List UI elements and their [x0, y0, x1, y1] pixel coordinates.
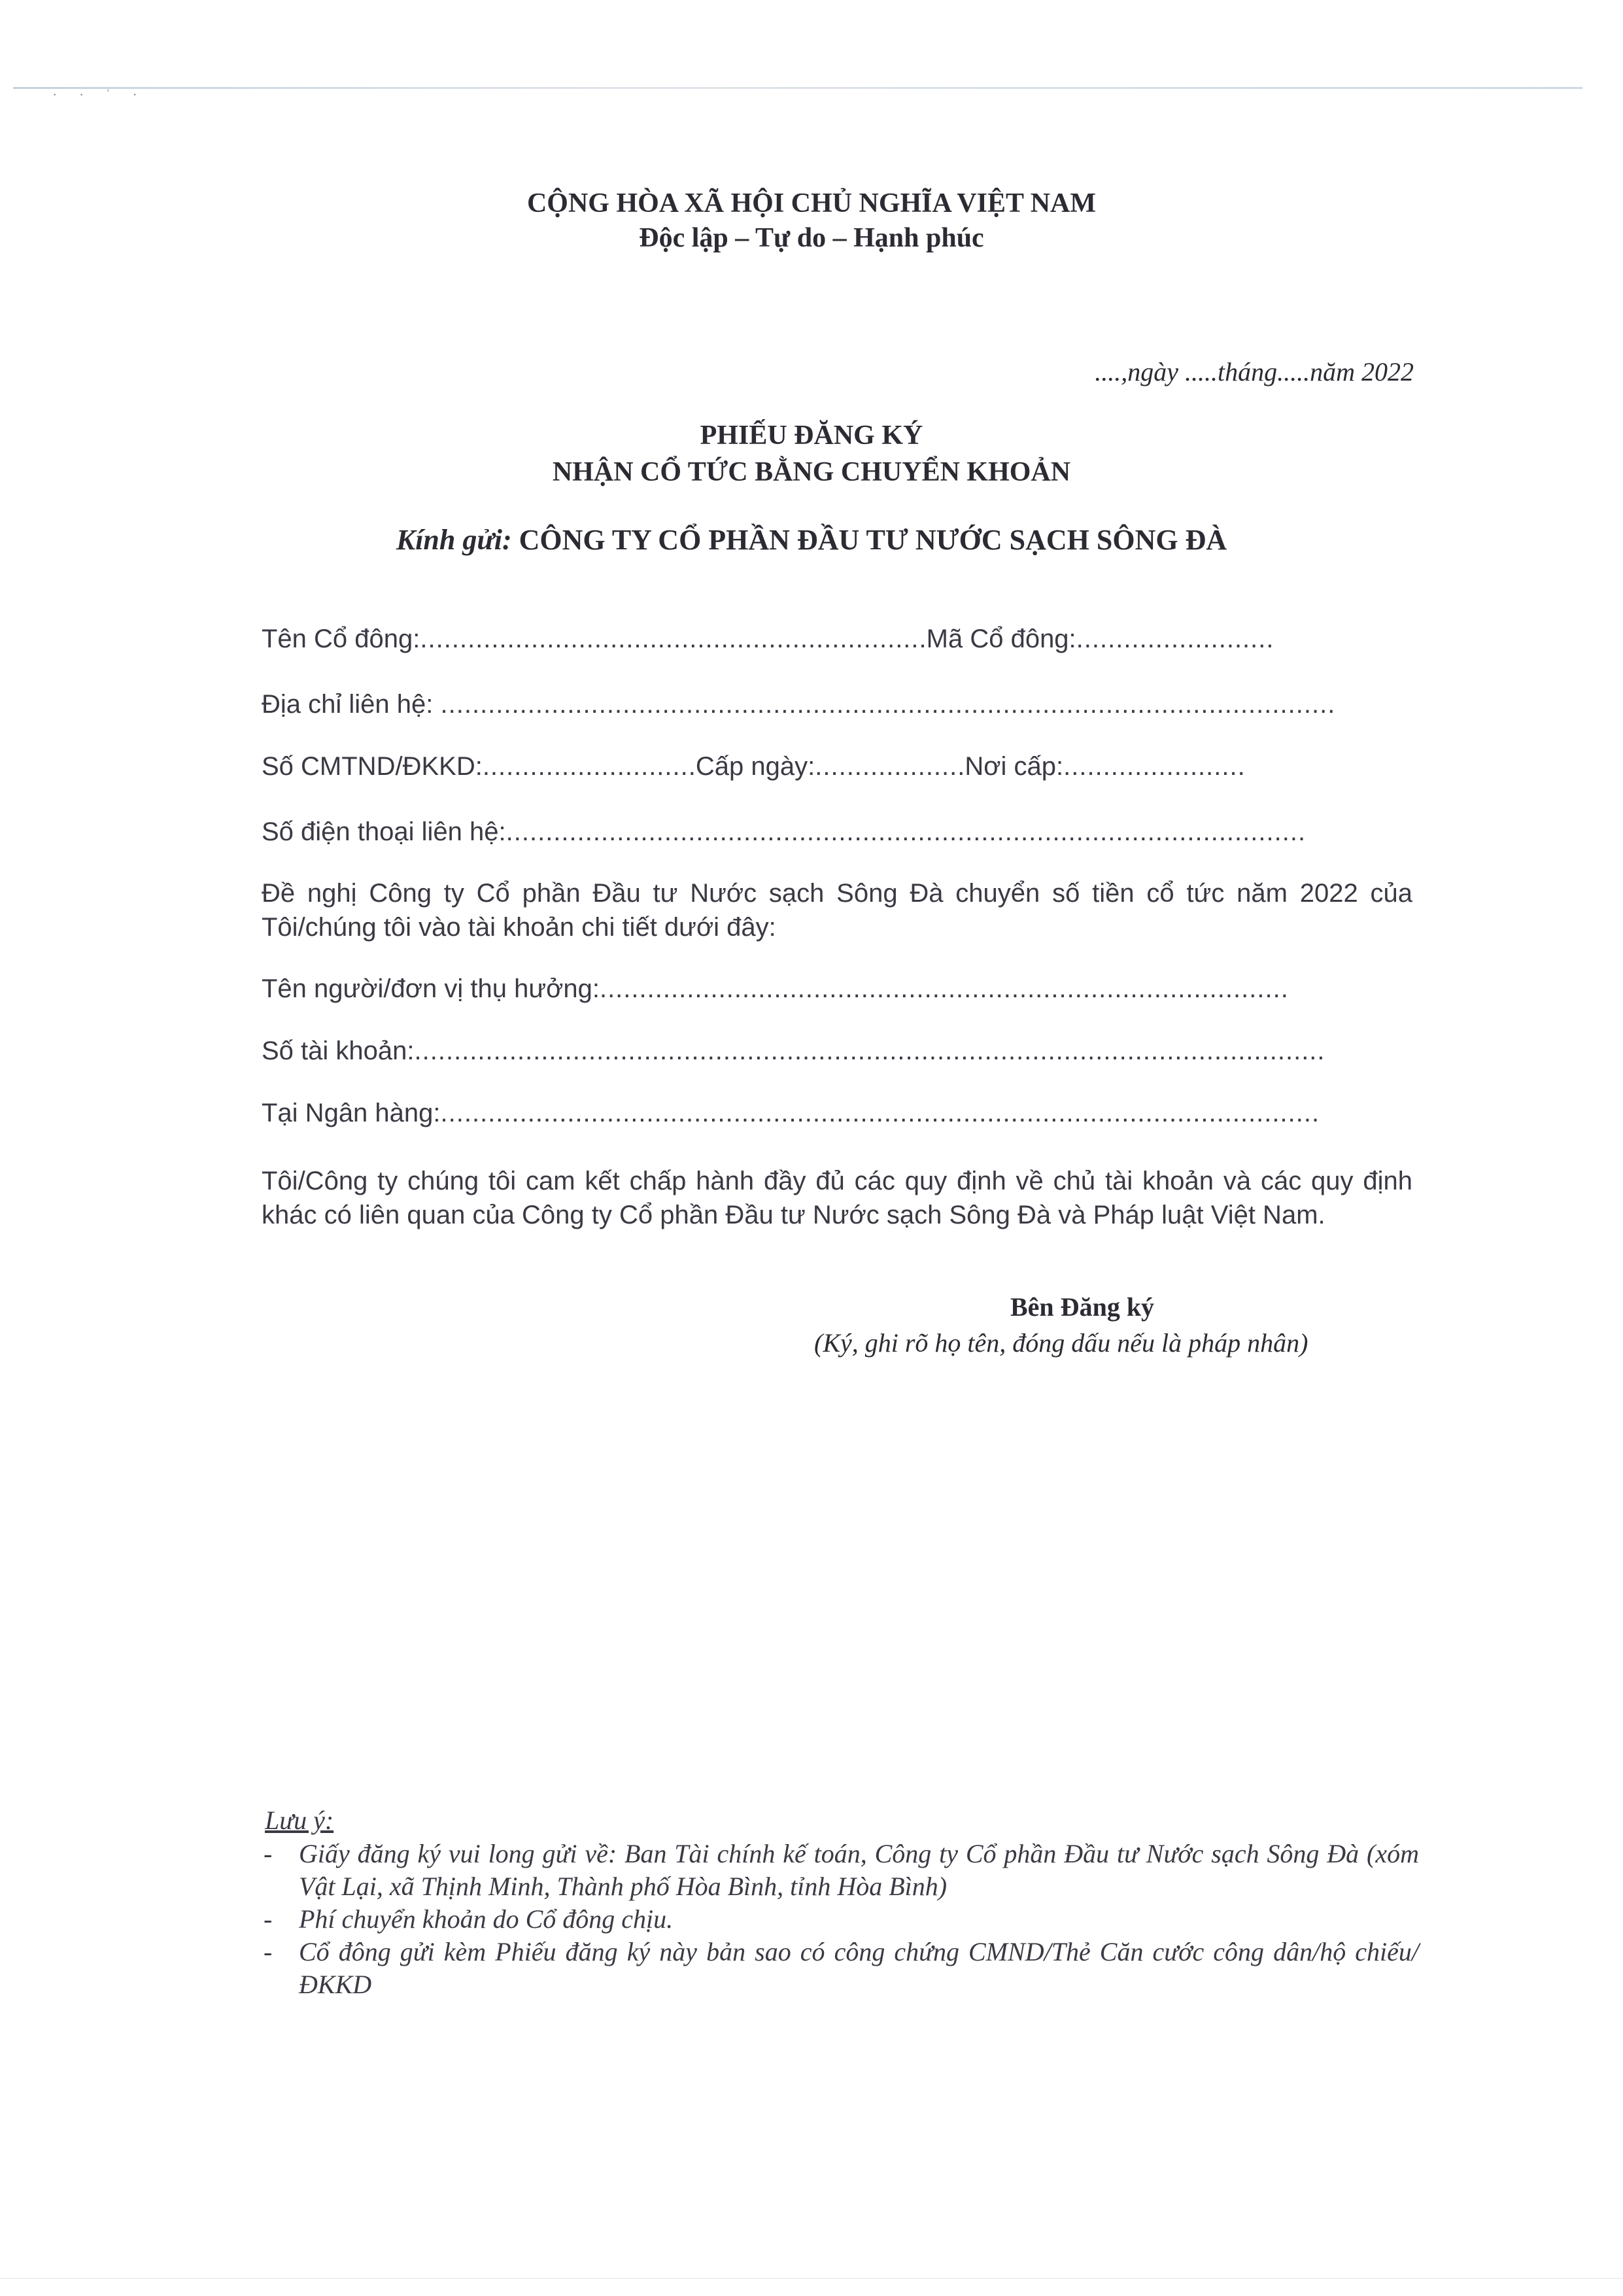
shareholder-code-field[interactable]: ......................... — [1076, 625, 1274, 653]
bank-field[interactable]: ............................................................................................................... — [440, 1099, 1320, 1127]
motto: Độc lập – Tự do – Hạnh phúc — [639, 223, 984, 253]
recipient-name: CÔNG TY CỔ PHẦN ĐẦU TƯ NƯỚC SẠCH SÔNG ĐÀ — [519, 524, 1227, 556]
account-number-label: Số tài khoản: — [262, 1037, 415, 1065]
phone-row — [262, 817, 1306, 847]
beneficiary-label: Tên người/đơn vị thụ hưởng: — [262, 974, 600, 1003]
form-title: PHIẾU ĐĂNG KÝ — [700, 420, 923, 451]
recipient-line — [0, 523, 1623, 557]
issue-date-label: .Cấp ngày: — [688, 752, 815, 781]
issue-date-field[interactable]: .................. — [815, 752, 958, 781]
notes-heading: Lưu ý: — [265, 1806, 334, 1835]
commitment-paragraph: Tôi/Công ty chúng tôi cam kết chấp hành đầy đủ các quy định về chủ tài khoản và các quy định khác có liên quan của Công ty Cổ phần Đầu tư Nước sạch Sông Đà và Pháp luật Việt Nam. — [262, 1167, 1412, 1229]
address-field[interactable]: ................................................................................................................. — [440, 690, 1336, 719]
bank-row — [262, 1099, 1320, 1128]
signer-title: Bên Đăng ký — [1010, 1292, 1155, 1322]
note-bullet: - — [264, 1937, 273, 1966]
shareholder-name-field[interactable]: ............................................................... — [420, 625, 919, 653]
scan-specks: · · ˈ · — [52, 86, 146, 103]
signature-instruction: (Ký, ghi rõ họ tên, đóng dấu nếu là pháp nhân) — [814, 1328, 1308, 1358]
shareholder-name-label: Tên Cổ đông: — [262, 625, 420, 653]
id-number-label: Số CMTND/ĐKKD: — [262, 752, 483, 781]
beneficiary-row — [262, 974, 1289, 1004]
note-text: Giấy đăng ký vui long gửi về: Ban Tài chính kế toán, Công ty Cổ phần Đầu tư Nước sạch Sông Đà (xóm Vật Lại, xã Thịnh Minh, Thành phố Hòa Bình, tỉnh Hòa Bình) — [299, 1839, 1419, 1901]
shareholder-row — [262, 625, 1274, 654]
note-bullet: - — [264, 1904, 273, 1934]
note-bullet: - — [264, 1839, 273, 1868]
account-number-field[interactable]: ................................................................................................................... — [414, 1037, 1325, 1065]
shareholder-code-label: .Mã Cổ đông: — [919, 625, 1076, 653]
note-item — [258, 1903, 1419, 1936]
issue-place-field[interactable]: ....................... — [1063, 752, 1246, 781]
note-text: Cổ đông gửi kèm Phiếu đăng ký này bản sao có công chứng CMND/Thẻ Căn cước công dân/hộ chiếu/ĐKKD — [299, 1937, 1419, 1999]
notes-list — [258, 1838, 1419, 2001]
note-item — [258, 1936, 1419, 2001]
date-line: ....,ngày .....tháng.....năm 2022 — [1095, 357, 1414, 386]
issue-place-label: .Nơi cấp: — [957, 752, 1064, 781]
request-paragraph: Đề nghị Công ty Cổ phần Đầu tư Nước sạch Sông Đà chuyển số tiền cổ tức năm 2022 của Tôi/chúng tôi vào tài khoản chi tiết dưới đây: — [262, 879, 1412, 942]
note-item — [258, 1838, 1419, 1903]
bank-label: Tại Ngân hàng: — [262, 1099, 441, 1127]
address-row — [262, 690, 1335, 719]
account-row — [262, 1037, 1325, 1066]
id-number-field[interactable]: .......................... — [482, 752, 689, 781]
note-text: Phí chuyển khoản do Cổ đông chịu. — [299, 1904, 674, 1934]
scan-edge-line-bottom — [0, 2278, 1623, 2279]
form-subtitle: NHẬN CỔ TỨC BẰNG CHUYỂN KHOẢN — [552, 457, 1071, 487]
beneficiary-field[interactable]: ....................................................................................... — [599, 974, 1289, 1003]
phone-label: Số điện thoại liên hệ: — [262, 817, 506, 846]
scan-edge-line — [13, 87, 1582, 89]
address-label: Địa chỉ liên hệ: — [262, 690, 434, 719]
recipient-label: Kính gửi: — [396, 524, 512, 556]
phone-field[interactable]: ..................................................................................................... — [505, 817, 1307, 846]
country-header: CỘNG HÒA XÃ HỘI CHỦ NGHĨA VIỆT NAM — [526, 188, 1097, 218]
id-row — [262, 752, 1246, 781]
